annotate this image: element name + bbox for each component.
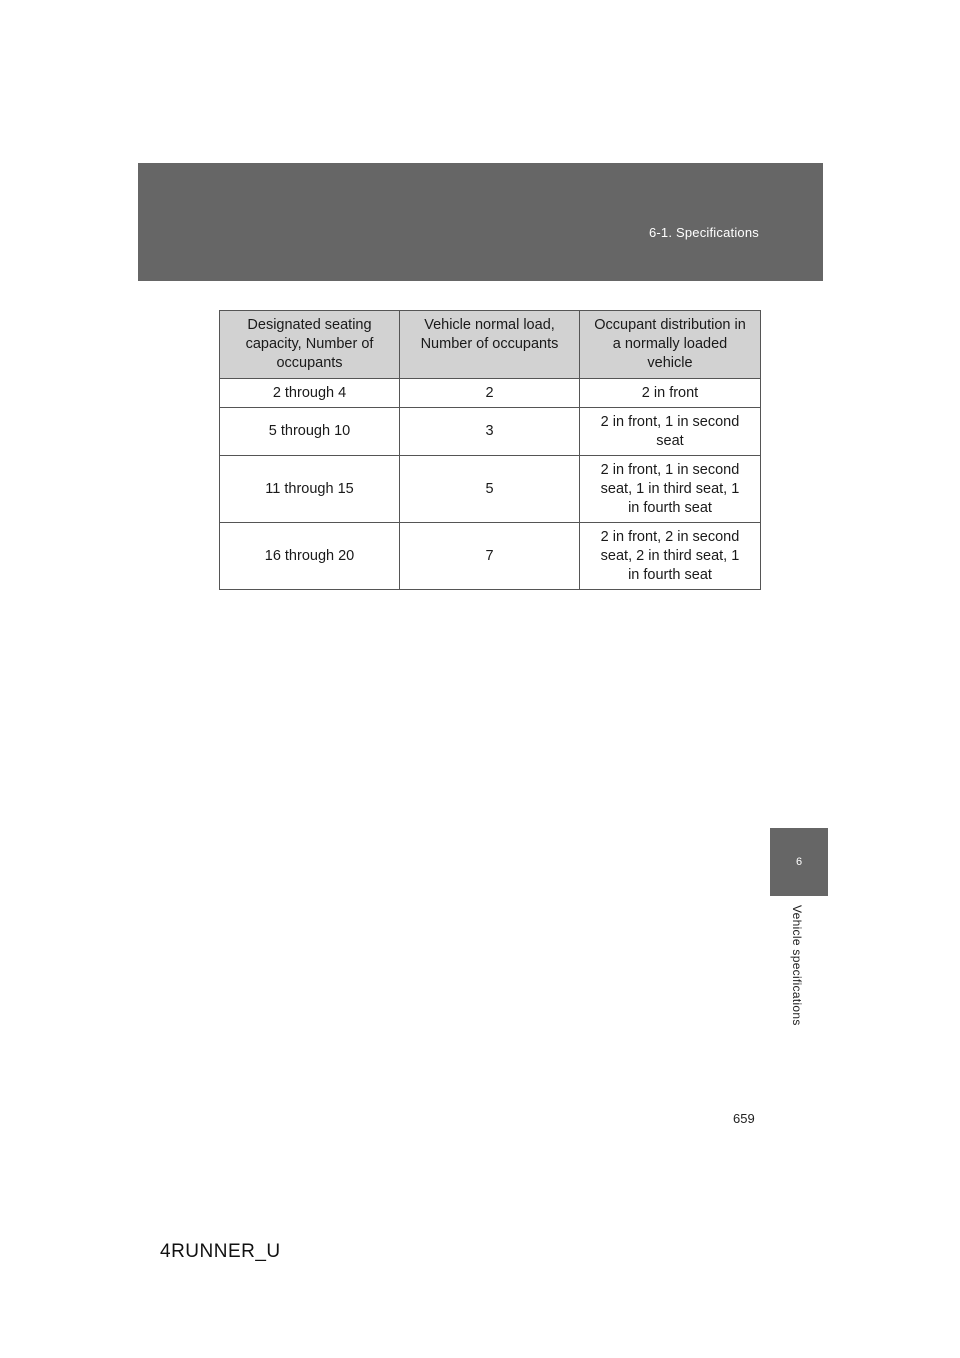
distribution-line: 2 in front, 1 in second xyxy=(600,461,740,478)
table-header-row xyxy=(220,311,761,379)
header-line: a normally loaded xyxy=(612,336,728,352)
header-line: Occupant distribution in xyxy=(594,317,746,333)
footer-code: 4RUNNER_U xyxy=(160,1241,281,1262)
cell-capacity: 16 through 20 xyxy=(220,523,400,590)
cell-capacity: 2 through 4 xyxy=(220,379,400,408)
distribution-line: seat, 2 in third seat, 1 xyxy=(600,547,740,564)
header-line: vehicle xyxy=(647,355,693,371)
chapter-number: 6 xyxy=(795,856,803,868)
page-number: 659 xyxy=(733,1111,755,1126)
header-line: occupants xyxy=(276,355,343,371)
cell-capacity: 5 through 10 xyxy=(220,408,400,456)
header-seating-capacity xyxy=(220,311,400,379)
cell-capacity: 11 through 15 xyxy=(220,456,400,523)
cell-distribution xyxy=(580,379,761,408)
distribution-line: 2 in front, 2 in second xyxy=(600,528,740,545)
cell-normal-load: 5 xyxy=(400,456,580,523)
header-normal-load xyxy=(400,311,580,379)
section-title: 6-1. Specifications xyxy=(648,225,759,240)
table-row xyxy=(220,379,761,408)
cell-normal-load: 7 xyxy=(400,523,580,590)
distribution-line: seat, 1 in third seat, 1 xyxy=(600,480,740,497)
distribution-line: in fourth seat xyxy=(628,566,712,583)
header-line: Vehicle normal load, xyxy=(424,317,555,333)
chapter-label: Vehicle specifications xyxy=(790,905,804,1026)
header-band xyxy=(138,163,823,281)
cell-distribution xyxy=(580,408,761,456)
header-occupant-distribution xyxy=(580,311,761,379)
chapter-tab xyxy=(770,828,828,896)
occupant-load-table xyxy=(219,310,761,590)
cell-normal-load: 2 xyxy=(400,379,580,408)
table-row xyxy=(220,456,761,523)
header-line: Number of occupants xyxy=(420,336,559,352)
cell-distribution xyxy=(580,456,761,523)
distribution-line: seat xyxy=(656,432,684,449)
cell-normal-load: 3 xyxy=(400,408,580,456)
distribution-line: 2 in front xyxy=(641,384,699,401)
header-line: Designated seating xyxy=(247,317,372,333)
cell-distribution xyxy=(580,523,761,590)
distribution-line: in fourth seat xyxy=(628,499,712,516)
table-row xyxy=(220,408,761,456)
header-line: capacity, Number of xyxy=(245,336,374,352)
distribution-line: 2 in front, 1 in second xyxy=(600,413,740,430)
table-row xyxy=(220,523,761,590)
